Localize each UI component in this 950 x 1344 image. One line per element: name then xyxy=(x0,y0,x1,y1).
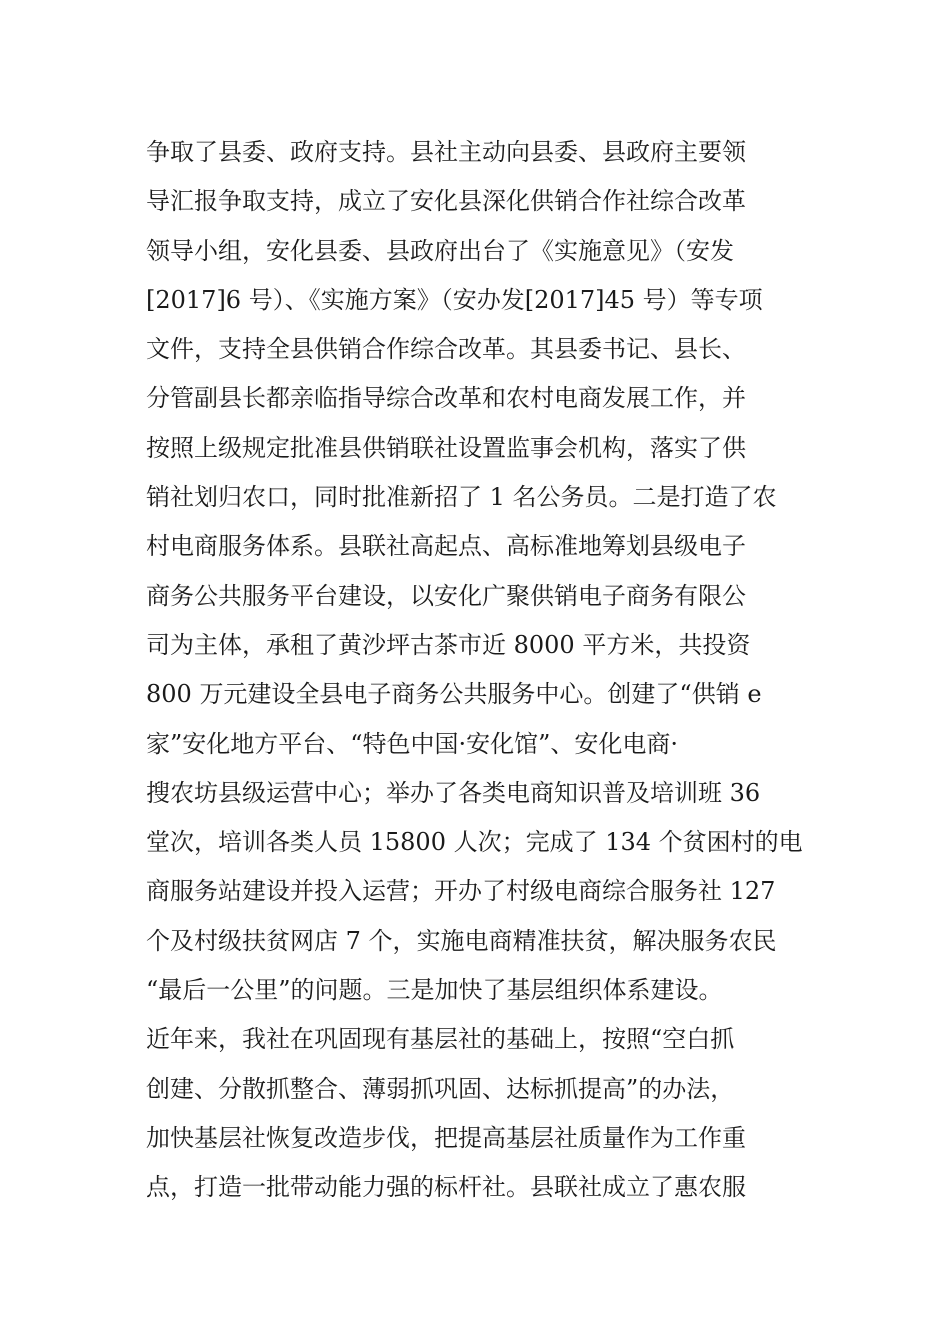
text-line: 商务公共服务平台建设，以安化广聚供销电子商务有限公 xyxy=(146,581,746,610)
text-line: 销社划归农口，同时批准新招了 1 名公务员。二是打造了农 xyxy=(146,483,777,512)
text-line: 文件，支持全县供销合作综合改革。其县委书记、县长、 xyxy=(146,335,746,364)
text-line: 点，打造一批带动能力强的标杆社。县联社成立了惠农服 xyxy=(146,1173,746,1202)
text-line: 近年来，我社在巩固现有基层社的基础上，按照“空白抓 xyxy=(146,1025,735,1054)
text-line: 创建、分散抓整合、薄弱抓巩固、达标抓提高”的办法， xyxy=(146,1074,735,1103)
text-line: 司为主体，承租了黄沙坪古茶市近 8000 平方米，共投资 xyxy=(146,630,751,659)
text-line: 800 万元建设全县电子商务公共服务中心。创建了“供销 e xyxy=(146,680,762,709)
text-line: 个及村级扶贫网店 7 个，实施电商精准扶贫，解决服务农民 xyxy=(146,926,777,955)
text-line: “最后一公里”的问题。三是加快了基层组织体系建设。 xyxy=(146,976,723,1005)
text-line: 村电商服务体系。县联社高起点、高标准地筹划县级电子 xyxy=(146,532,746,561)
text-line: 搜农坊县级运营中心；举办了各类电商知识普及培训班 36 xyxy=(146,778,761,807)
text-line: [2017]6 号）、《实施方案》（安办发[2017]45 号）等专项 xyxy=(146,285,763,314)
text-line: 商服务站建设并投入运营；开办了村级电商综合服务社 127 xyxy=(146,877,776,906)
text-line: 导汇报争取支持，成立了安化县深化供销合作社综合改革 xyxy=(146,187,746,216)
text-line: 领导小组，安化县委、县政府出台了《实施意见》（安发 xyxy=(146,236,734,265)
text-line: 加快基层社恢复改造步伐，把提高基层社质量作为工作重 xyxy=(146,1123,746,1152)
text-line: 家”安化地方平台、“特色中国·安化馆”、安化电商· xyxy=(146,729,679,758)
text-line: 堂次，培训各类人员 15800 人次；完成了 134 个贫困村的电 xyxy=(146,828,803,857)
text-line: 争取了县委、政府支持。县社主动向县委、县政府主要领 xyxy=(146,138,746,166)
body-paragraph xyxy=(146,128,816,1213)
text-line: 分管副县长都亲临指导综合改革和农村电商发展工作，并 xyxy=(146,384,746,413)
text-line: 按照上级规定批准县供销联社设置监事会机构，落实了供 xyxy=(146,433,746,462)
